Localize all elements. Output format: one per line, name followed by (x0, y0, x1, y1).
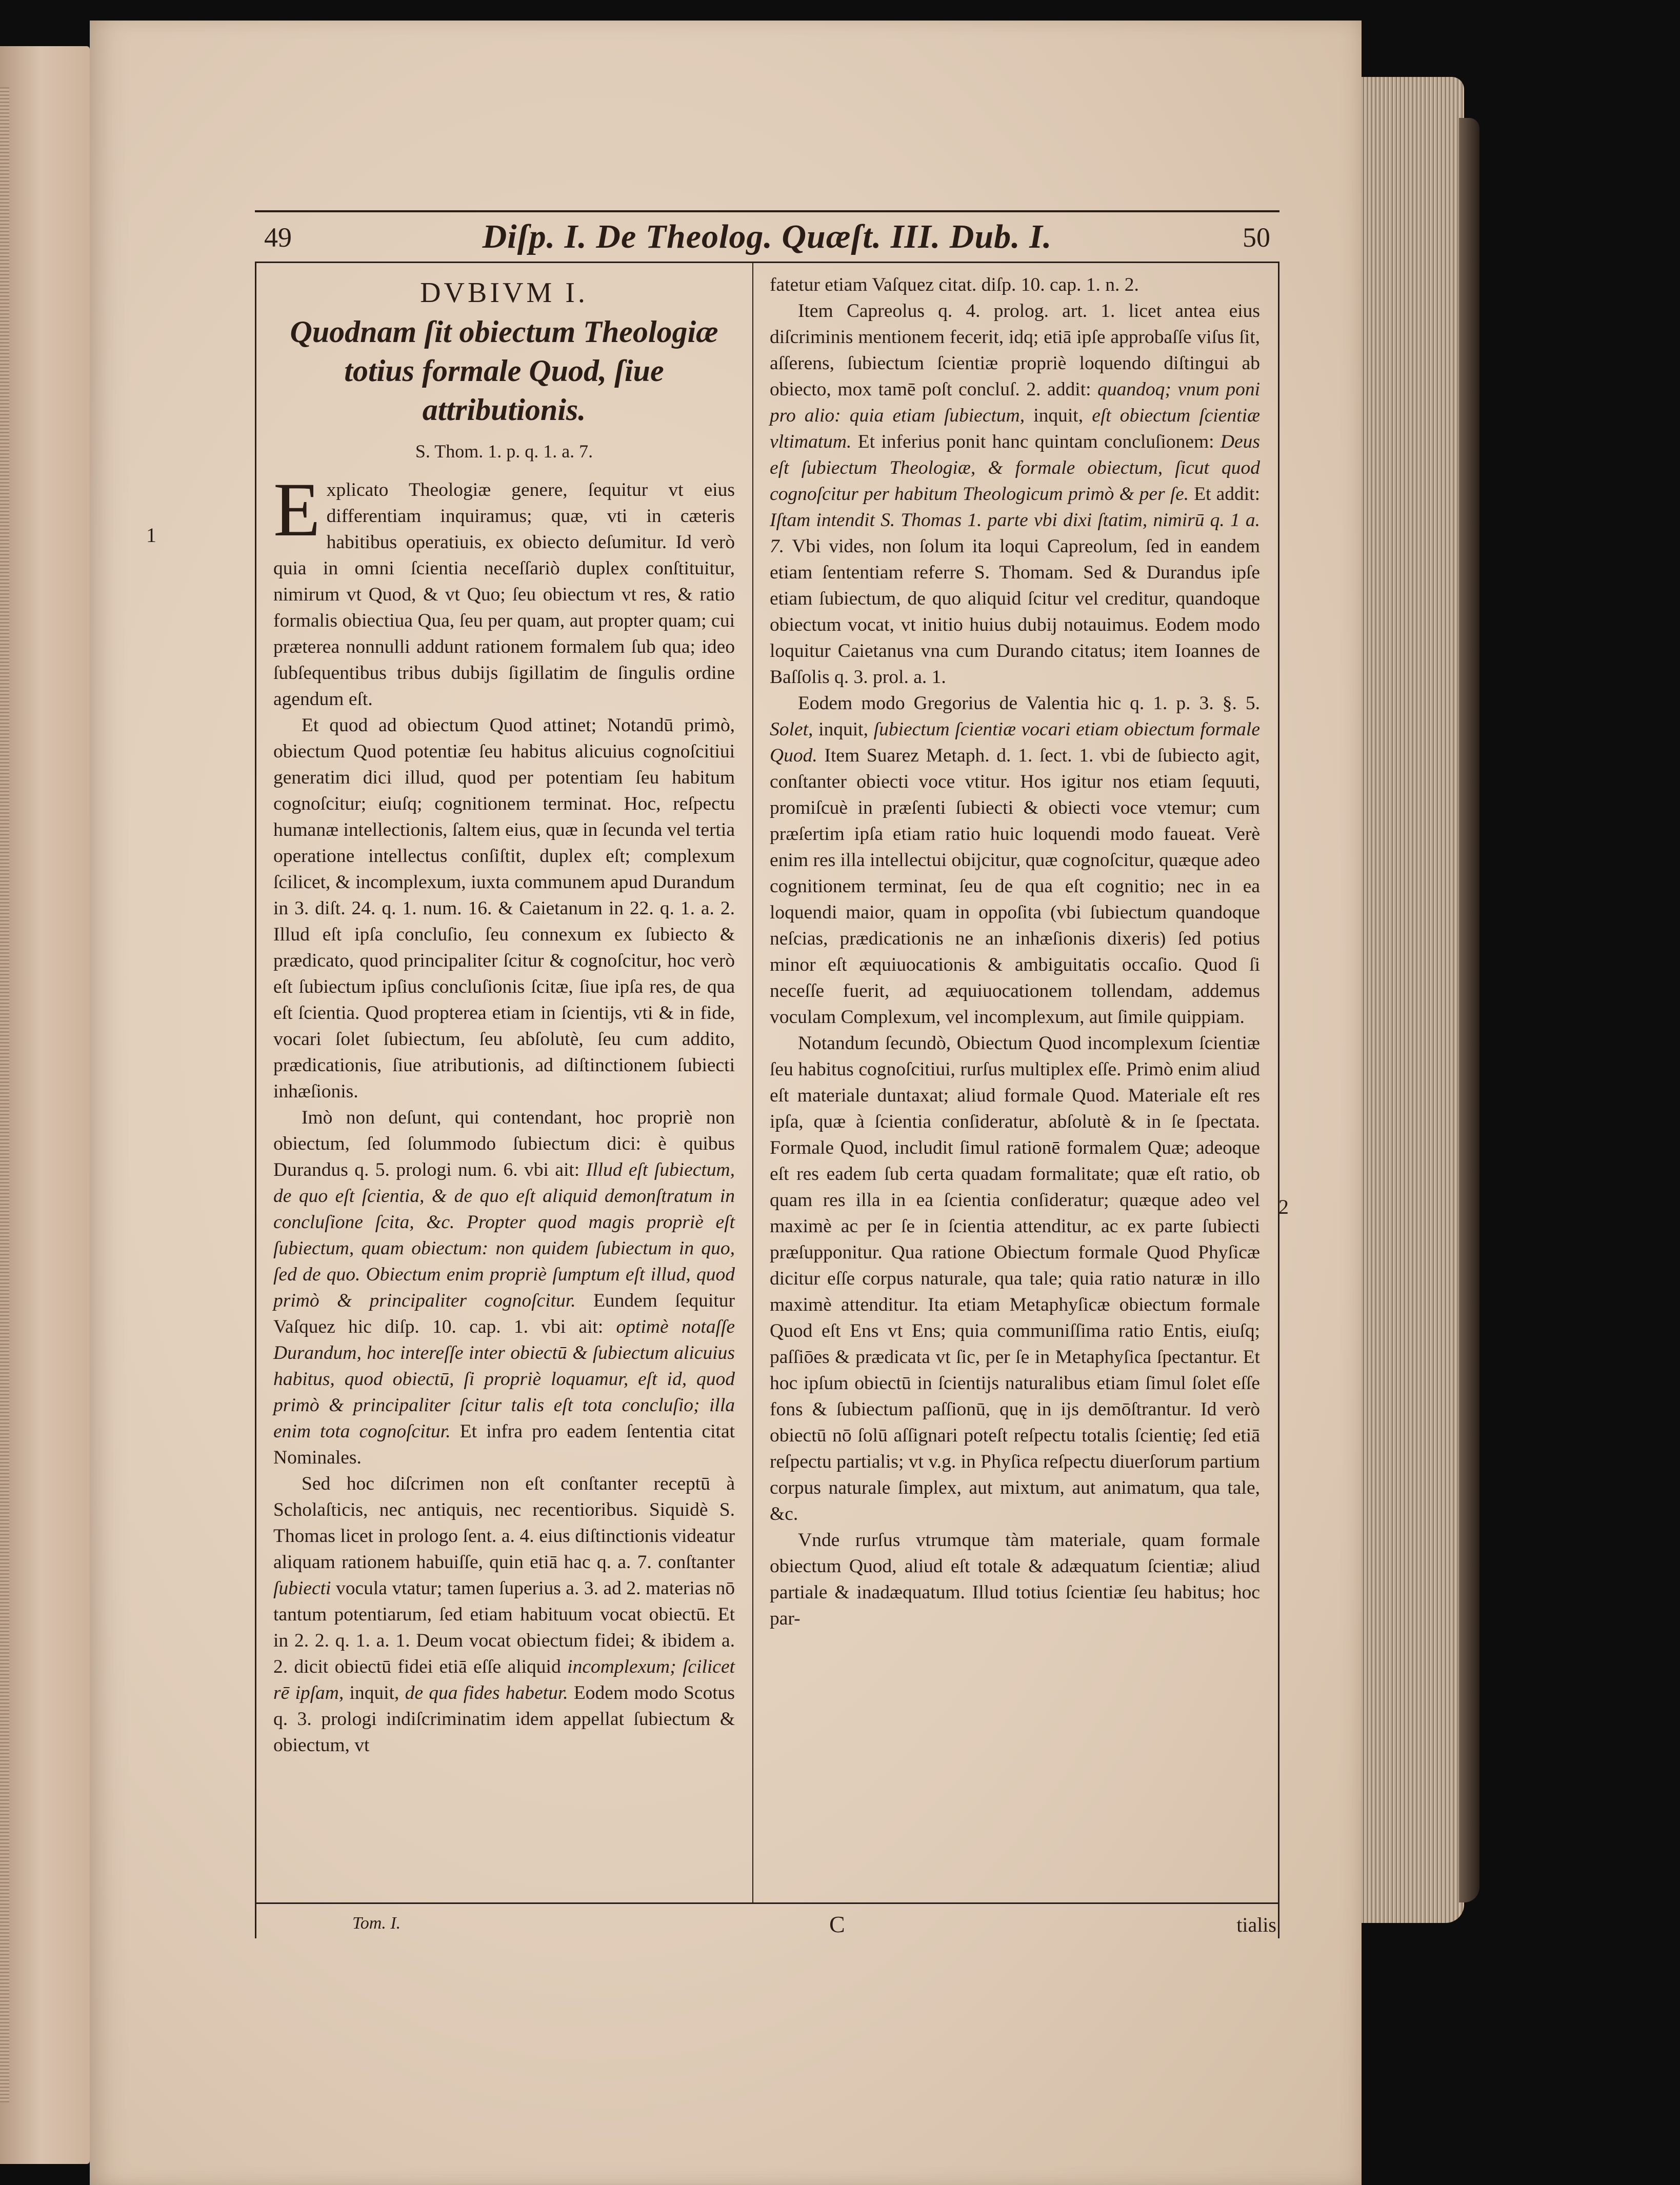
frame-rule-bottom (255, 1902, 1279, 1904)
catchword: tialis (1236, 1913, 1276, 1936)
quotation: optimè notaſſe Durandum, hoc intereſſe inter obiectū & ſubiectum alicuius habitus, quod obiectū, ſi propriè loquamur, eſt id, quod primò & principaliter ſcitur talis eſt tota concluſio; illa enim tota cognoſcitur. (273, 1316, 735, 1442)
paragraph (273, 712, 735, 1105)
paragraph-text: inquit, (1033, 405, 1084, 426)
quotation: quandoq; vnum poni pro alio: quia etiam ſubiectum, (770, 379, 1260, 426)
paragraph-text: vocula vtatur; tamen ſuperius a. 3. ad 2. materias nō tantum potentiarum, ſed etiam habituum vocat obiectū. Et in 2. 2. q. 1. a. 1. Deum vocat obiectum fidei; & ibidem a. 2. dicit obiectū fidei etiā eſſe aliquid (273, 1578, 735, 1677)
quotation: eſt obiectum ſcientiæ vltimatum. (770, 405, 1261, 452)
margin-note-1: 1 (146, 524, 156, 547)
margin-note-2: 2 (1278, 1195, 1289, 1218)
right-column (770, 272, 1260, 1632)
quotation: incomplexum; ſcilicet rē ipſam, (273, 1656, 735, 1703)
paragraph (273, 467, 735, 712)
text-block (255, 210, 1279, 1937)
thomas-reference: S. Thom. 1. p. q. 1. a. 7. (415, 441, 593, 462)
paragraph (770, 298, 1260, 690)
paragraph-text: Sed hoc diſcrimen non eſt conſtanter receptū à Scholaſticis, nec antiquis, nec recentioribus. Siquidè S. Thomas licet in prologo ſent. a. 4. eius diſtinctionis videatur aliquam rationem habuiſſe, quin etiā hac q. a. 7. conſtanter (273, 1473, 735, 1573)
page-number-right: 50 (1243, 222, 1270, 253)
quotation: de qua fides habetur. (405, 1682, 568, 1703)
frame-rule-top (255, 210, 1279, 212)
running-head (255, 215, 1279, 260)
frame-rule-under-header (255, 262, 1279, 263)
paragraph-text: Notandum ſecundò, Obiectum Quod incomplexum ſcientiæ ſeu habitus cognoſcitiui, rurſus multiplex eſſe. Primò enim aliud eſt materiale duntaxat; aliud formale Quod. Materiale eſt res ipſa, quæ à ſcientia conſideratur, abſolutè & in ſe ſpectata. Formale Quod, includit ſimul rationē formalem Quæ; adeoque eſt res eadem ſub certa quadam formalitate; quæ eſt ratio, ob quam res illa in ea ſcientia conſideratur; quæque adeo vel maximè ac per ſe in ſcientia attenditur, ac ex parte ſubiecti præſupponitur. Qua ratione Obiectum formale Quod Phyſicæ dicitur eſſe corpus naturale, qua tale; quia ratio naturæ in illo maximè attenditur. Ita etiam Metaphyſicæ obiectum formale Quod eſt Ens vt Ens; quia communiſſima ratio Entis, eiuſq; paſſiōes & prædicata vt ſic, per ſe in Metaphyſica ſpectantur. Et hoc ipſum obiectū in ſcientijs naturalibus etiam ſimul ſolet eſſe fons & ſubiectum paſſionū, quę in ijs demōſtrantur. Id verò obiectū nō ſolū aſſignari poteſt reſpectu totalis ſcientię; ſed etiā reſpectu partialis; vt v.g. in Phyſica reſpectu diuerſorum partium corpus naturale ſimplex, aut mixtum, aut animatum, qua tale, &c. (770, 1033, 1260, 1525)
paragraph-text: inquit, (818, 719, 868, 740)
paragraph-text: Et inferius ponit hanc quintam concluſionem: (857, 431, 1214, 452)
paragraph-text: fatetur etiam Vaſquez citat. diſp. 10. cap. 1. n. 2. (770, 274, 1139, 295)
book-fore-edge (1362, 77, 1464, 1923)
quotation: ſubiecti (273, 1578, 331, 1599)
facing-page (0, 46, 90, 2164)
column-divider (752, 262, 753, 1902)
quotation: Deus eſt ſubiectum Theologiæ, & formale obiectum, ſicut quod cognoſcitur per habitum Theologicum primò & per ſe. (770, 431, 1261, 505)
paragraph (770, 690, 1260, 1030)
paragraph-text: Item Suarez Metaph. d. 1. ſect. 1. vbi de ſubiecto agit, conſtanter obiecti voce vtitur. Hos igitur nos etiam ſequuti, promiſcuè in præſenti ſubiecti & obiecti voce vtemur; cum præſertim ipſa etiam ratio huic loquendi modo faueat. Verè enim res illa intellectui obijcitur, quæ cognoſcitur, quæque adeo cognitionem terminat, ſeu de qua eſt cognitio; nec in ea loquendi maior, quam in oppoſita (vbi ſubiectum quandoque neſcias, prædicationis ne an inhæſionis dixeris) ſed potius minor eſt æquiuocationis & ambiguitatis occaſio. Quod ſi neceſſe fuerit, ad æquiuocationem tollendam, addemus voculam Complexum, vel incomplexum, aut ſimile quippiam. (770, 745, 1261, 1028)
running-title: Diſp. I. De Theolog. Quæſt. III. Dub. I. (482, 218, 1052, 255)
paragraph-text: Vbi vides, non ſolum ita loqui Capreolum, ſed in eandem etiam ſententiam referre S. Thomam. Sed & Durandus ipſe etiam ſubiectum, de quo aliquid ſcitur vel creditur, quandoque obiectum vocat, vt initio huius dubij notauimus. Eodem modo loquitur Caietanus vna cum Durando citatus; item Ioannes de Baſſolis q. 3. prol. a. 1. (770, 536, 1260, 688)
quotation: Solet, (770, 719, 813, 740)
quotation: Illud eſt ſubiectum, de quo eſt ſcientia, & de quo eſt aliquid demonſtratum in concluſione ſcita, &c. Propter quod magis propriè eſt ſubiectum, quam obiectum: non quidem ſubiectum in quo, ſed de quo. Obiectum enim propriè ſumptum eſt illud, quod primò & principaliter cognoſcitur. (273, 1159, 735, 1311)
frame-rule-right (1278, 262, 1279, 1938)
question-heading: Quodnam ſit obiectum Theologiæ totius formale Quod, ſiue attributionis. (290, 315, 718, 427)
paragraph-text: Vnde rurſus vtrumque tàm materiale, quam formale obiectum Quod, aliud eſt totale & adæquatum ſcientiæ; aliud partiale & inadæquatum. Illud totius ſcientiæ ſeu habitus; hoc par- (770, 1530, 1260, 1629)
paragraph-text: Imò non deſunt, qui contendant, hoc propriè non obiectum, ſed ſolummodo ſubiectum dici: è quibus Durandus q. 5. prologi num. 6. vbi ait: (273, 1107, 735, 1180)
quotation: ſubiectum ſcientiæ vocari etiam obiectum formale Quod. (770, 719, 1260, 766)
paragraph-text: Et quod ad obiectum Quod attinet; Notandū primò, obiectum Quod potentiæ ſeu habitus alicuius cognoſcitiui generatim dici illud, quod per potentiam ſeu habitum cognoſcitur; eiuſq; cognitionem terminat. Hoc, reſpectu humanæ intellectionis, ſaltem eius, quæ in ſecunda vel tertia operatione intellectus conſiſtit, duplex eſt; complexum ſcilicet, & incomplexum, iuxta communem apud Durandum in 3. diſt. 24. q. 1. num. 16. & Caietanum in 22. q. 1. a. 2. Illud eſt ipſa concluſio, ſeu connexum ex ſubiecto & prædicato, quod principaliter ſcitur & cognoſcitur, hoc verò eſt ſubiectum ipſius concluſionis ſcitæ, ſiue ipſa res, de qua eſt ſcientia. Quod propterea etiam in ſcientijs, vti & in fide, vocari ſolet ſubiectum, ſeu abſolutè, ſeu cum addito, prædicationis, ſiue atributionis, ad diſtinctionem ſubiecti inhæſionis. (273, 715, 735, 1102)
volume-mark: Tom. I. (352, 1914, 401, 1933)
page-number-left: 49 (264, 222, 292, 253)
frame-rule-left (255, 262, 256, 1938)
paragraph-text: Item Capreolus q. 4. prolog. art. 1. licet antea eius diſcriminis mentionem fecerit, idq; etiā ipſe approbaſſe viſus ſit, aſſerens, ſubiectum ſcientiæ propriè loquendo diſtingui ab obiecto, mox tamē poſt concluſ. 2. addit: (770, 300, 1260, 400)
paragraph (770, 1030, 1260, 1527)
paragraph-text: inquit, (349, 1682, 399, 1703)
paragraph-text: Et infra pro eadem ſententia citat Nominales. (273, 1421, 735, 1468)
left-column (273, 272, 735, 1758)
paragraph (273, 1471, 735, 1758)
facing-page-edge (0, 87, 9, 2102)
page-footer (255, 1911, 1279, 1941)
paragraph-text: Et addit: (1194, 484, 1261, 505)
book-cover-shadow (1459, 118, 1479, 1902)
paragraph (770, 272, 1260, 298)
drop-cap: E (273, 467, 321, 552)
paragraph (273, 1105, 735, 1471)
paragraph-text: Eodem modo Gregorius de Valentia hic q. 1. p. 3. §. 5. (798, 693, 1260, 714)
paragraph (770, 1527, 1260, 1632)
signature-mark: C (829, 1911, 845, 1937)
dubium-heading: DVBIVM I. (420, 277, 588, 309)
paragraph-text: Eundem ſequitur Vaſquez hic diſp. 10. cap. 1. vbi ait: (273, 1290, 735, 1337)
paragraph-text: xplicato Theologiæ genere, ſequitur vt eius differentiam inquiramus; quæ, vti in cæteris habitibus operatiuis, ex obiecto deſumitur. Id verò quia in omni ſcientia neceſſariò duplex conſtituitur, nimirum vt Quod, & vt Quo; ſeu obiectum vt res, & ratio formalis obiectiua Qua, ſeu per quam, aut propter quam; cui præterea nonnulli addunt rationem formalem ſub qua; ideo ſubſequentibus tribus dubijs ſigillatim de ſingulis ordine agendum eſt. (273, 479, 735, 710)
quotation: Iſtam intendit S. Thomas 1. parte vbi dixi ſtatim, nimirū q. 1 a. 7. (770, 510, 1260, 557)
book-page (90, 21, 1362, 2185)
paragraph-text: Eodem modo Scotus q. 3. prologi indiſcriminatim idem appellat ſubiectum & obiectum, vt (273, 1682, 735, 1756)
